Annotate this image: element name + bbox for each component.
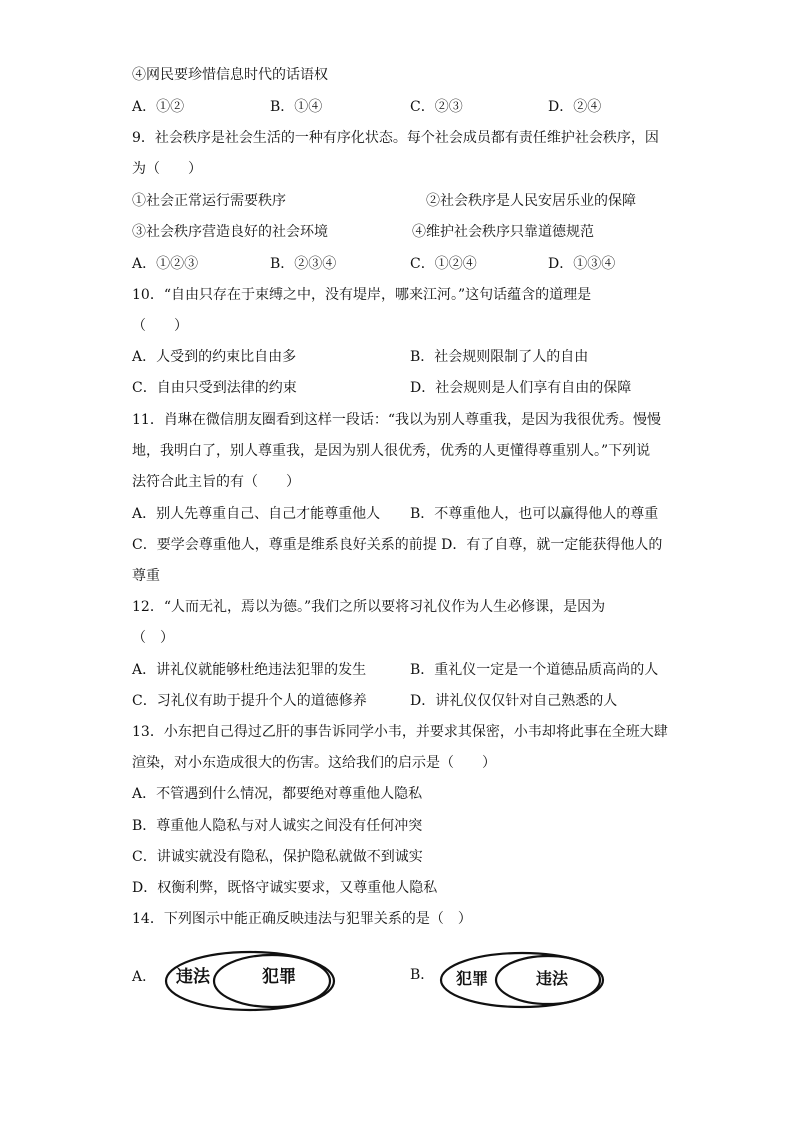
q9-statement-2: ②社会秩序是人民安居乐业的保障 (426, 193, 636, 209)
q9-statement-4: ④维护社会秩序只靠道德规范 (412, 224, 594, 240)
q11-choice-c-d: C．要学会尊重他人，尊重是维系良好关系的前提 D．有了自尊，就一定能获得他人的 (132, 537, 663, 553)
q10-choice-c: C．自由只受到法律的约束 (132, 380, 297, 396)
q12-choice-a: A．讲礼仪就能够杜绝违法犯罪的发生 (132, 662, 367, 678)
diagram-a-inner-label: 犯罪 (262, 967, 296, 987)
diagram-b-outer-label: 犯罪 (456, 969, 489, 988)
q12-choice-d: D．讲礼仪仅仅针对自己熟悉的人 (410, 693, 618, 709)
q12-choice-b: B．重礼仪一定是一个道德品质高尚的人 (410, 662, 659, 678)
q11-choice-b: B．不尊重他人，也可以赢得他人的尊重 (410, 506, 659, 522)
q12-stem-line1: 12．“人而无礼，焉以为德。”我们之所以要将习礼仪作为人生必修课，是因为 (132, 599, 606, 615)
diagram-a-outer-label: 违法 (176, 967, 210, 987)
q11-stem-line1: 11．肖琳在微信朋友圈看到这样一段话：“我以为别人尊重我，是因为我很优秀。慢慢 (132, 412, 661, 428)
q9-choice-d: D．①③④ (548, 256, 616, 272)
q10-stem-line1: 10．“自由只存在于束缚之中，没有堤岸，哪来江河。”这句话蕴含的道理是 (132, 287, 592, 303)
q8-choice-a: A．①② (132, 99, 185, 115)
q13-stem-line1: 13．小东把自己得过乙肝的事告诉同学小韦，并要求其保密，小韦却将此事在全班大肆 (132, 724, 668, 740)
q13-choice-a: A．不管遇到什么情况，都要绝对尊重他人隐私 (132, 786, 423, 802)
q9-statement-3: ③社会秩序营造良好的社会环境 (132, 224, 328, 240)
q10-choice-b: B．社会规则限制了人的自由 (410, 349, 589, 365)
q11-stem-line2: 地，我明白了，别人尊重我，是因为别人很优秀，优秀的人更懂得尊重别人。”下列说 (132, 443, 651, 459)
q12-choice-c: C．习礼仪有助于提升个人的道德修养 (132, 693, 367, 709)
q12-stem-line2: （ ） (132, 630, 174, 646)
q14-option-b-letter: B． (410, 967, 435, 983)
q9-choice-c: C．①②④ (410, 256, 477, 272)
q14-option-a-letter: A． (132, 969, 157, 985)
q13-stem-line2: 渲染，对小东造成很大的伤害。这给我们的启示是（ ） (132, 755, 496, 771)
q8-choice-b: B．①④ (270, 99, 323, 115)
q8-choice-d: D．②④ (548, 99, 602, 115)
q10-stem-line2: （ ） (132, 318, 188, 334)
q11-stem-line3: 法符合此主旨的有（ ） (132, 474, 300, 490)
q8-statement-4: ④网民要珍惜信息时代的话语权 (132, 67, 328, 83)
q14-stem: 14．下列图示中能正确反映违法与犯罪关系的是（ ） (132, 911, 472, 927)
q8-choice-c: C．②③ (410, 99, 463, 115)
q9-choice-a: A．①②③ (132, 256, 199, 272)
diagram-b-inner-label: 违法 (536, 969, 569, 988)
q9-choice-b: B．②③④ (270, 256, 337, 272)
q11-choice-a: A．别人先尊重自己、自己才能尊重他人 (132, 506, 381, 522)
q9-stem-line1: 9．社会秩序是社会生活的一种有序化状态。每个社会成员都有责任维护社会秩序，因 (132, 130, 659, 146)
q10-choice-a: A．人受到的约束比自由多 (132, 349, 297, 365)
q13-choice-c: C．讲诚实就没有隐私，保护隐私就做不到诚实 (132, 849, 423, 865)
q9-stem-line2: 为（ ） (132, 161, 202, 177)
q13-choice-b: B．尊重他人隐私与对人诚实之间没有任何冲突 (132, 818, 423, 834)
q10-choice-d: D．社会规则是人们享有自由的保障 (410, 380, 632, 396)
q13-choice-d: D．权衡利弊，既恪守诚实要求，又尊重他人隐私 (132, 880, 438, 896)
q11-choice-d-continued: 尊重 (132, 568, 160, 584)
q9-statement-1: ①社会正常运行需要秩序 (132, 193, 286, 209)
